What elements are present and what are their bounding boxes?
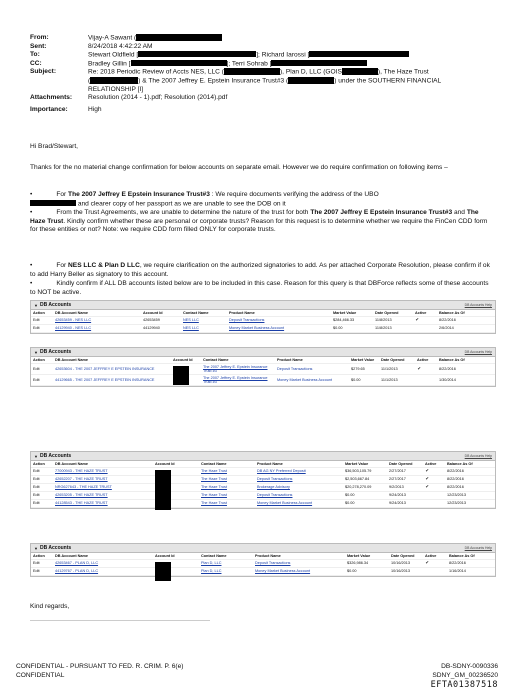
efta-number: EFTA01387518 [430, 680, 498, 690]
table-header-row [31, 553, 495, 560]
balance-as-of: 1/30/2014 [439, 377, 456, 382]
table-title: DB Accounts [39, 349, 72, 355]
column-header[interactable]: Active [425, 462, 437, 466]
table-row [31, 568, 495, 576]
product-name-link[interactable]: Money Market Business Account [257, 501, 313, 506]
edit-link[interactable]: Edit [33, 469, 40, 474]
edit-link[interactable]: Edit [33, 561, 40, 566]
edit-link[interactable]: Edit [33, 493, 40, 498]
email-header [30, 34, 490, 114]
product-name-link[interactable]: Deposit Transactions [257, 477, 293, 482]
contact-name-link[interactable]: The Haze Trust [201, 501, 227, 506]
column-header[interactable]: DB Account Name [55, 311, 88, 315]
balance-as-of: 12/23/2013 [447, 501, 467, 506]
importance-label: Importance: [30, 106, 68, 114]
column-header[interactable]: Account Id [143, 311, 163, 315]
account-id: 42653459 [143, 318, 160, 323]
market-value: $0.00 [351, 377, 361, 382]
balance-as-of: 8/22/2016 [447, 477, 464, 482]
to-recipient-2: ]; Richard Iarossi [ [256, 51, 310, 59]
column-header[interactable]: Date Opened [375, 311, 399, 315]
table-row [31, 500, 495, 508]
column-header[interactable]: Date Opened [381, 358, 405, 362]
column-header[interactable]: Date Opened [389, 462, 413, 466]
edit-link[interactable]: Edit [33, 485, 40, 490]
bates-number-1: DB-SDNY-0090336 [441, 663, 498, 670]
from-label: From: [30, 34, 49, 41]
product-name-link[interactable]: Deposit Transactions [277, 366, 313, 371]
market-value: $284,466.33 [333, 318, 355, 323]
account-name-link[interactable]: 44129665 - THE 2007 JEFFREY E EPSTEIN INSURANCE [55, 377, 155, 382]
column-header[interactable]: Action [33, 462, 45, 466]
table-row [31, 476, 495, 484]
market-value: $2,503,667.84 [345, 477, 370, 482]
column-header[interactable]: Active [425, 554, 437, 558]
column-header[interactable]: Product Name [229, 311, 255, 315]
active-check: ✓ [415, 318, 421, 323]
db-accounts-table-plan-d: ▼ DB Accounts DB Accounts Help Action DB Account Name Account Id Contact Name Product Name Market Value Date Opened Active Balance As Of Edit 42653467 - PLAN D, LLC Plan D, LLC Deposit Transactions $326,986.34 10/16/2013 ✓ 8/22/2016 Edit 44129767 - PLAN D, LLC Plan D, LLC Money Market Business Account $0.00 10/16/2013 1/16/2014 [30, 543, 496, 577]
active-check: ✓ [425, 485, 431, 490]
intro-paragraph: Thanks for the no material change confirmation for below accounts on separate email. However we do require confirmation on following items – [30, 164, 448, 171]
db-accounts-table-insurance-trust: ▼ DB Accounts DB Accounts Help Action DB Account Name Account Id Contact Name Product Name Market Value Date Opened Active Balance As Of Edit 42653604 - THE 2007 JEFFREY E EPSTEIN INSURANCE The 2007 Jeffrey E. Epstein Insurance Trust #3 Deposit Transactions $279.65 11/1/2013 ✓ 8/22/2016 Edit 44129665 - THE 2007 JEFFREY E EPSTEIN INSURANCE The 2007 Jeffrey E. Epstein Insurance Trust #3 Money Market Business Account $0.00 11/1/2013 1/30/2014 [30, 347, 496, 387]
date-opened: 10/16/2013 [391, 561, 411, 566]
contact-name-link[interactable]: Plan D, LLC [201, 569, 222, 574]
date-opened: 11/1/2013 [381, 366, 398, 371]
column-header[interactable]: Active [417, 358, 429, 362]
column-header[interactable]: Product Name [277, 358, 303, 362]
balance-as-of: 2/6/2014 [439, 326, 454, 331]
confidential-notice: CONFIDENTIAL - PURSUANT TO FED. R. CRIM. P. 6(e) [16, 663, 184, 670]
column-header[interactable]: Balance As Of [449, 554, 475, 558]
account-name-link[interactable]: 42653459 - NES LLC [55, 318, 92, 323]
table-title: DB Accounts [39, 545, 72, 551]
contact-name-link[interactable]: The Haze Trust [201, 485, 227, 490]
greeting: Hi Brad/Stewart, [30, 143, 79, 150]
market-value: $326,986.34 [347, 561, 369, 566]
column-header[interactable]: Contact Name [203, 358, 229, 362]
date-opened: 11/8/2013 [375, 326, 392, 331]
product-name-link[interactable]: Money Market Business Account [229, 326, 285, 331]
help-link[interactable]: DB Accounts Help [464, 546, 492, 550]
cc-recipient-1: Bradley Gillin [ [88, 60, 131, 68]
help-link[interactable]: DB Accounts Help [464, 303, 492, 307]
account-name-link[interactable]: 42652207 - THE HAZE TRUST [55, 477, 108, 482]
column-header[interactable]: Contact Name [183, 311, 209, 315]
account-name-link[interactable]: 42653467 - PLAN D, LLC [55, 561, 99, 566]
column-header[interactable]: Account Id [155, 462, 175, 466]
date-opened: 11/1/2013 [381, 377, 398, 382]
closing: Kind regards, [30, 603, 70, 610]
divider [30, 620, 210, 621]
redaction-box [131, 60, 227, 67]
account-id: 44129940 [143, 326, 160, 331]
contact-name-link[interactable]: The Haze Trust [201, 493, 227, 498]
column-header[interactable]: DB Account Name [55, 358, 88, 362]
contact-name-link[interactable]: Plan D, LLC [201, 561, 222, 566]
cc-recipient-2: ]; Terri Sohrab [ [226, 60, 272, 68]
sent-value: 8/24/2018 4:42:22 AM [88, 42, 153, 50]
edit-link[interactable]: Edit [33, 569, 40, 574]
redaction-box [309, 51, 409, 58]
table-row [31, 492, 495, 500]
market-value: $20,278,270.09 [345, 485, 372, 490]
column-header[interactable]: Market Value [345, 462, 369, 466]
date-opened: 10/16/2013 [391, 569, 411, 574]
balance-as-of: 8/22/2016 [447, 485, 464, 490]
product-name-link[interactable]: Deposit Transactions [257, 493, 293, 498]
table-header-row [31, 461, 495, 468]
redaction-box [173, 366, 189, 385]
date-opened: 11/8/2013 [375, 318, 392, 323]
date-opened: 9/24/2013 [389, 493, 406, 498]
market-value: $0.00 [345, 501, 355, 506]
product-name-link[interactable]: Brokerage Advisory [257, 485, 290, 490]
from-value: Vijay-A Sawant ( [88, 34, 137, 42]
table-header-row [31, 357, 495, 364]
market-value: $0.00 [333, 326, 343, 331]
importance-value: High [88, 106, 102, 114]
db-accounts-table-nes: ▼ DB Accounts DB Accounts Help Action DB Account Name Account Id Contact Name Product Name Market Value Date Opened Active Balance As Of Edit 42653459 - NES LLC 42653459 NES LLC Deposit Transactions $284,466.33 11/8/2013 ✓ 8/22/2016 Edit 44129940 - NES LLC 44129940 NES LLC Money Market Business Account $0.00 11/8/2013 2/6/2014 [30, 300, 496, 334]
column-header[interactable]: Account Id [155, 554, 175, 558]
table-row [31, 560, 495, 568]
account-name-link[interactable]: 42653205 - THE HAZE TRUST [55, 493, 108, 498]
column-header[interactable]: DB Account Name [55, 462, 88, 466]
cc-label: CC: [30, 59, 42, 67]
account-name-link[interactable]: 44128543 - THE HAZE TRUST [55, 501, 108, 506]
column-header[interactable]: Market Value [347, 554, 371, 558]
active-check: ✓ [425, 477, 431, 482]
attachments-value[interactable]: Resolution (2014 - 1).pdf; Resolution (2014).pdf [88, 93, 228, 101]
date-opened: 9/24/2013 [389, 501, 406, 506]
edit-link[interactable]: Edit [33, 377, 40, 382]
column-header[interactable]: Product Name [257, 462, 283, 466]
product-name-link[interactable]: Deposit Transactions [229, 318, 265, 323]
balance-as-of: 12/23/2013 [447, 493, 467, 498]
help-link[interactable]: DB Accounts Help [464, 350, 492, 354]
edit-link[interactable]: Edit [33, 318, 40, 323]
active-check: ✓ [425, 469, 431, 474]
edit-link[interactable]: Edit [33, 326, 40, 331]
column-header[interactable]: Market Value [351, 358, 375, 362]
subject-value: Re: 2018 Periodic Review of Accts NES, LLC ( ), Plan D, LLC (GOIS ), The Haze Trust ( ) & The 2007 Jeffrey E. Epstein Insurance Trust#3 ( ) under the SOUTHERN FINANCIAL RELATIONSHIP [I] [88, 68, 442, 93]
column-header[interactable]: Date Opened [391, 554, 415, 558]
to-label: To: [30, 50, 40, 58]
contact-name-link[interactable]: The 2007 Jeffrey E. Epstein Insurance Trust #3 [203, 375, 268, 384]
balance-as-of: 1/16/2014 [449, 569, 466, 574]
redaction-box [30, 200, 76, 207]
contact-name-link[interactable]: NES LLC [183, 318, 199, 323]
confidential-label: CONFIDENTIAL [16, 672, 65, 679]
redaction-box [271, 60, 367, 67]
market-value: $36,503,105.79 [345, 469, 372, 474]
redaction-box [155, 470, 171, 510]
market-value: $0.00 [347, 569, 357, 574]
to-recipient-1: Stewart Oldfield [ [88, 51, 139, 59]
balance-as-of: 8/22/2016 [439, 318, 456, 323]
db-accounts-table-haze-trust: ▼ DB Accounts DB Accounts Help Action DB Account Name Account Id Contact Name Product Name Market Value Date Opened Active Balance As Of Edit 77000943 - THE HAZE TRUST The Haze Trust DB AG NY Preferred Deposit $36,503,105.79 2/27/2017 ✓ 8/22/2016 Edit 42652207 - THE HAZE TRUST The Haze Trust Deposit Transactions $2,503,667.84 2/27/2017 ✓ 8/22/2016 Edit NRG627643 - THE HAZE TRUST The Haze Trust Brokerage Advisory $20,278,270.09 9/2/2013 ✓ 8/22/2016 Edit 42653205 - THE HAZE TRUST The Haze Trust Deposit Transactions $0.00 9/24/2013 12/23/2013 Edit 44128543 - THE HAZE TRUST The Haze Trust Money Market Business Account $0.00 9/24/2013 12/23/2013 [30, 451, 496, 509]
column-header[interactable]: Balance As Of [439, 311, 465, 315]
table-row [31, 468, 495, 476]
help-link[interactable]: DB Accounts Help [464, 454, 492, 458]
attachments-label: Attachments: [30, 93, 73, 101]
table-row [31, 317, 495, 325]
column-header[interactable]: Balance As Of [447, 462, 473, 466]
contact-name-link[interactable]: The Haze Trust [201, 469, 227, 474]
contact-name-link[interactable]: NES LLC [183, 326, 199, 331]
edit-link[interactable]: Edit [33, 501, 40, 506]
bates-number-2: SDNY_GM_00236520 [432, 672, 498, 679]
account-name-link[interactable]: 44129767 - PLAN D, LLC [55, 569, 99, 574]
balance-as-of: 8/22/2016 [447, 469, 464, 474]
column-header[interactable]: Active [415, 311, 427, 315]
column-header[interactable]: Account Id [173, 358, 193, 362]
column-header[interactable]: Balance As Of [439, 358, 465, 362]
product-name-link[interactable]: Deposit Transactions [255, 561, 291, 566]
bullet-2: • From the Trust Agreements, we are unable to determine the nature of the trust for both The 2007 Jeffrey E Epstein Insurance Trust#3 and The Haze Trust. Kindly confirm whether these are personal or corporate trusts? Reason for this request is to determine whether we require the FinCen CDD form for these entities or not? Note: we require CDD form filled ONLY for corporate trusts. [30, 209, 488, 234]
column-header[interactable]: Contact Name [201, 462, 227, 466]
column-header[interactable]: Contact Name [201, 554, 227, 558]
edit-link[interactable]: Edit [33, 366, 40, 371]
date-opened: 2/27/2017 [389, 477, 406, 482]
table-title: DB Accounts [39, 453, 72, 459]
product-name-link[interactable]: DB AG NY Preferred Deposit [257, 469, 306, 474]
sent-label: Sent: [30, 42, 47, 50]
active-check: ✓ [425, 561, 431, 566]
account-name-link[interactable]: 42653604 - THE 2007 JEFFREY E EPSTEIN INSURANCE [55, 366, 155, 371]
bullet-4: • Kindly confirm if ALL DB accounts listed below are to be included in this case. Reason for this query is that DBForce reflects some of these accounts to NOT be active. [30, 280, 489, 296]
redaction-box [155, 562, 171, 581]
active-check: ✓ [417, 366, 423, 372]
edit-link[interactable]: Edit [33, 477, 40, 482]
table-row [31, 484, 495, 492]
balance-as-of: 8/22/2016 [449, 561, 466, 566]
column-header[interactable]: Market Value [333, 311, 357, 315]
redaction-box [138, 51, 256, 58]
column-header[interactable]: Action [33, 358, 45, 362]
table-row [31, 325, 495, 333]
product-name-link[interactable]: Money Market Business Account [277, 377, 333, 382]
account-name-link[interactable]: 77000943 - THE HAZE TRUST [55, 469, 108, 474]
market-value: $279.65 [351, 366, 365, 371]
date-opened: 9/2/2013 [389, 485, 404, 490]
market-value: $0.00 [345, 493, 355, 498]
column-header[interactable]: DB Account Name [55, 554, 88, 558]
bullet-1: • For The 2007 Jeffrey E Epstein Insurance Trust#3 : We require documents verifying the address of the UBO and clearer copy of her passport as we are unable to see the DOB on it [30, 191, 379, 208]
table-row [31, 375, 495, 386]
balance-as-of: 8/22/2016 [439, 366, 456, 371]
contact-name-link[interactable]: The 2007 Jeffrey E. Epstein Insurance Trust #3 [203, 364, 268, 373]
account-name-link[interactable]: NRG627643 - THE HAZE TRUST [55, 485, 112, 490]
date-opened: 2/27/2017 [389, 469, 406, 474]
column-header[interactable]: Product Name [255, 554, 281, 558]
contact-name-link[interactable]: The Haze Trust [201, 477, 227, 482]
column-header[interactable]: Action [33, 311, 45, 315]
table-header-row [31, 310, 495, 317]
product-name-link[interactable]: Money Market Business Account [255, 569, 311, 574]
table-title: DB Accounts [39, 302, 72, 308]
column-header[interactable]: Action [33, 554, 45, 558]
bullet-3: • For NES LLC & Plan D LLC, we require clarification on the authorized signatories to add. As per attached Corporate Resolution, please confirm if ok to add Harry Beller as signatory to this account. [30, 262, 490, 278]
account-name-link[interactable]: 44129940 - NES LLC [55, 326, 92, 331]
redaction-box [136, 34, 222, 41]
subject-label: Subject: [30, 68, 57, 76]
table-row [31, 364, 495, 375]
